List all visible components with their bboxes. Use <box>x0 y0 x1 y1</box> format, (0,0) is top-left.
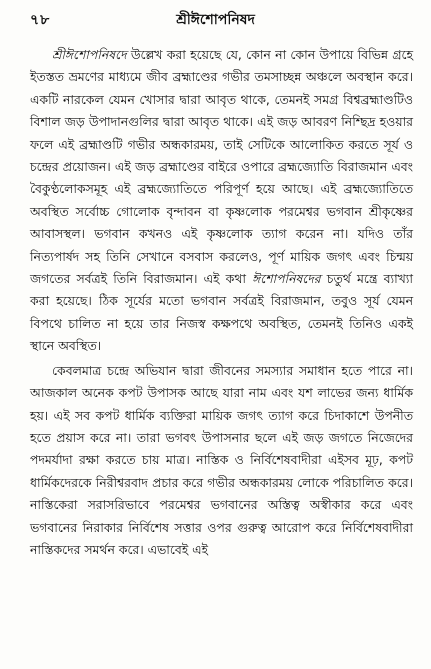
page-header <box>0 6 431 28</box>
italic-book-title: ঈশোপনিষদের <box>252 271 321 287</box>
italic-book-title: শ্রীঈশোপনিষদে <box>52 47 127 62</box>
body-text <box>30 44 413 561</box>
running-title: শ্রীঈশোপনিষদ <box>176 12 255 28</box>
paragraph-2 <box>30 360 413 562</box>
paragraph-text: কেবলমাত্র চন্দ্রে অভিযান দ্বারা জীবনের সমস্যার সমাধান হতে পারে না। আজকাল অনেক কপট উপাসক আছে যারা নাম এবং যশ লাভের জন্য ধার্মিক হয়। এই সব কপট ধার্মিক ব্যক্তিরা মায়িক জগৎ ত্যাগ করে চিদাকাশে উপনীত হতে প্রয়াস করে না। তারা ভগবৎ উপাসনার ছলে এই জড় জগতে নিজেদের পদমর্যাদা রক্ষা করতে চায় মাত্র। নাস্তিক ও নির্বিশেষবাদীরা এইসব মূঢ়, কপট ধার্মিকদেরকে নিরীশ্বরবাদ প্রচার করে গভীর অন্ধকারময় লোকে পরিচালিত করে। নাস্তিকেরা সরাসরিভাবে পরমেশ্বর ভগবানের অস্তিত্ব অস্বীকার করে এবং ভগবানের নিরাকার নির্বিশেষ সত্তার ওপর গুরুত্ব আরোপ করে নির্বিশেষবাদীরা নাস্তিকদের সমর্থন করে। এভাবেই এই <box>30 362 413 557</box>
paragraph-text: উল্লেখ করা হয়েছে যে, কোন না কোন উপায়ে বিভিন্ন গ্রহে ইতস্তত ভ্রমণের মাধ্যমে জীব ব্রহ্মাণ্ডের গভীর তমসাচ্ছন্ন অঞ্চলে অবস্থান করে। একটি নারকেল যেমন খোসার দ্বারা আবৃত থাকে, তেমনই সমগ্র বিশ্বব্রহ্মাণ্ডটিও বিশাল জড় উপাদানগুলির দ্বারা আবৃত থাকে। এই জড় আবরণ নিশ্ছিদ্র হওয়ার ফলে এই ব্রহ্মাণ্ডটি গভীর অন্ধকারময়, তাই সেটিকে আলোকিত করতে সূর্য ও চন্দ্রের প্রয়োজন। এই জড় ব্রহ্মাণ্ডের বাইরে ওপারে ব্রহ্মজ্যোতি বিরাজমান এবং বৈকুণ্ঠলোকসমূহ এই ব্রহ্মজ্যোতিতে পরিপূর্ণ হয়ে আছে। এই ব্রহ্মজ্যোতিতে অবস্থিত সর্বোচ্চ গোলোক বৃন্দাবন বা কৃষ্ণলোক পরমেশ্বর ভগবান শ্রীকৃষ্ণের আবাসস্থল। ভগবান কখনও এই কৃষ্ণলোক ত্যাগ করেন না। যদিও তাঁর নিত্যপার্ষদ সহ তিনি সেখানে বসবাস করলেও, পূর্ণ মায়িক জগৎ এবং চিন্ময় জগতের সর্বত্রই তিনি বিরাজমান। এই কথা <box>30 47 413 287</box>
page-number: ৭৮ <box>30 12 51 28</box>
paragraph-1 <box>30 44 413 358</box>
paragraph-text: চতুর্থ মন্ত্রে ব্যাখ্যা করা হয়েছে। ঠিক সূর্যের মতো ভগবান সর্বত্রই বিরাজমান, তবুও সূর্য যেমন বিপথে চালিত না হয়ে তার নিজস্ব কক্ষপথে অবস্থিত, তেমনই তিনিও একই স্থানে অবস্থিত। <box>30 271 413 354</box>
